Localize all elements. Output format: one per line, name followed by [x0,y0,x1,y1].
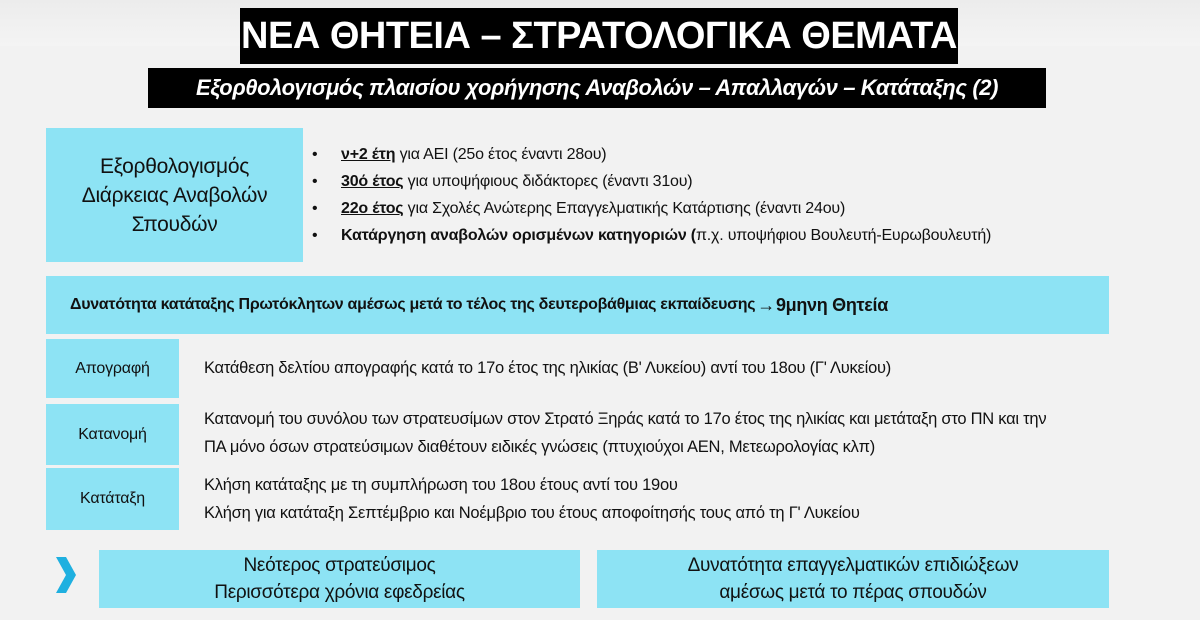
row-label-allocation: Κατανομή [46,404,179,465]
bullet-text: για ΑΕΙ (25ο έτος έναντι 28ου) [395,146,607,163]
row-line: Κατάθεση δελτίου απογραφής κατά το 17ο έτος της ηλικίας (Β' Λυκείου) αντί του 18ου (Γ' Λυκείου) [204,359,892,377]
bullet-text: για Σχολές Ανώτερης Επαγγελματικής Κατάρτισης (έναντι 24ου) [403,200,846,217]
row-line: Κλήση για κατάταξη Σεπτέμβριο και Νοέμβριο του έτους αποφοίτησής τους από τη Γ' Λυκείου [204,504,860,522]
bullet-bold: ν+2 έτη [341,146,396,163]
bullet-item [312,222,991,249]
bullet-bold: 22ο έτος [341,200,404,217]
deferral-box [46,128,303,262]
benefit-box-career [597,550,1109,608]
chevron-right-icon [54,555,78,595]
row-text-enlistment [204,471,860,527]
deferral-bullet-list [312,141,991,249]
row-line: Κατανομή του συνόλου των στρατευσίμων στον Στρατό Ξηράς κατά το 17ο έτος της ηλικίας και μετάταξη στο ΠΝ και την [204,410,1047,428]
deferral-box-line: Διάρκειας Αναβολών [81,183,268,207]
banner-tail: 9μηνη Θητεία [775,294,889,315]
row-text-allocation [204,405,1046,461]
benefit-line: αμέσως μετά το πέρας σπουδών [719,582,987,603]
benefit-line: Νεότερος στρατεύσιμος [243,555,436,576]
banner-text: Δυνατότητα κατάταξης Πρωτόκλητων αμέσως μετά το τέλος της δευτεροβάθμιας εκπαίδευσης [70,296,756,313]
benefit-line: Δυνατότητα επαγγελματικών επιδιώξεων [687,555,1019,576]
bullet-item [312,168,991,195]
row-label-registration: Απογραφή [46,339,179,398]
arrow-right-icon: → [757,294,775,315]
row-line: ΠΑ μόνο όσων στρατεύσιμων διαθέτουν ειδικές γνώσεις (πτυχιούχοι ΑΕΝ, Μετεωρολογίας κλπ) [204,438,876,456]
deferral-box-line: Σπουδών [131,212,218,236]
bullet-text: π.χ. υποψήφιου Βουλευτή-Ευρωβουλευτή) [695,227,992,244]
benefit-box-younger-conscript [99,550,580,608]
bullet-text: για υποψήφιους διδάκτορες (έναντι 31ου) [403,173,693,190]
bullet-item [312,195,991,222]
enlistment-banner [46,276,1109,334]
bullet-item [312,141,991,168]
slide-title: ΝΕΑ ΘΗΤΕΙΑ – ΣΤΡΑΤΟΛΟΓΙΚΑ ΘΕΜΑΤΑ [240,8,958,64]
row-line: Κλήση κατάταξης με τη συμπλήρωση του 18ου έτους αντί του 19ου [204,476,678,494]
bullet-bold: 30ό έτος [341,173,404,190]
row-text-registration [204,354,891,382]
row-label-enlistment: Κατάταξη [46,468,179,530]
bullet-bold: Κατάργηση αναβολών ορισμένων κατηγοριών ( [341,227,696,244]
benefit-line: Περισσότερα χρόνια εφεδρείας [214,582,465,603]
slide-subtitle: Εξορθολογισμός πλαισίου χορήγησης Αναβολών – Απαλλαγών – Κατάταξης (2) [148,68,1046,108]
deferral-box-line: Εξορθολογισμός [99,154,250,178]
